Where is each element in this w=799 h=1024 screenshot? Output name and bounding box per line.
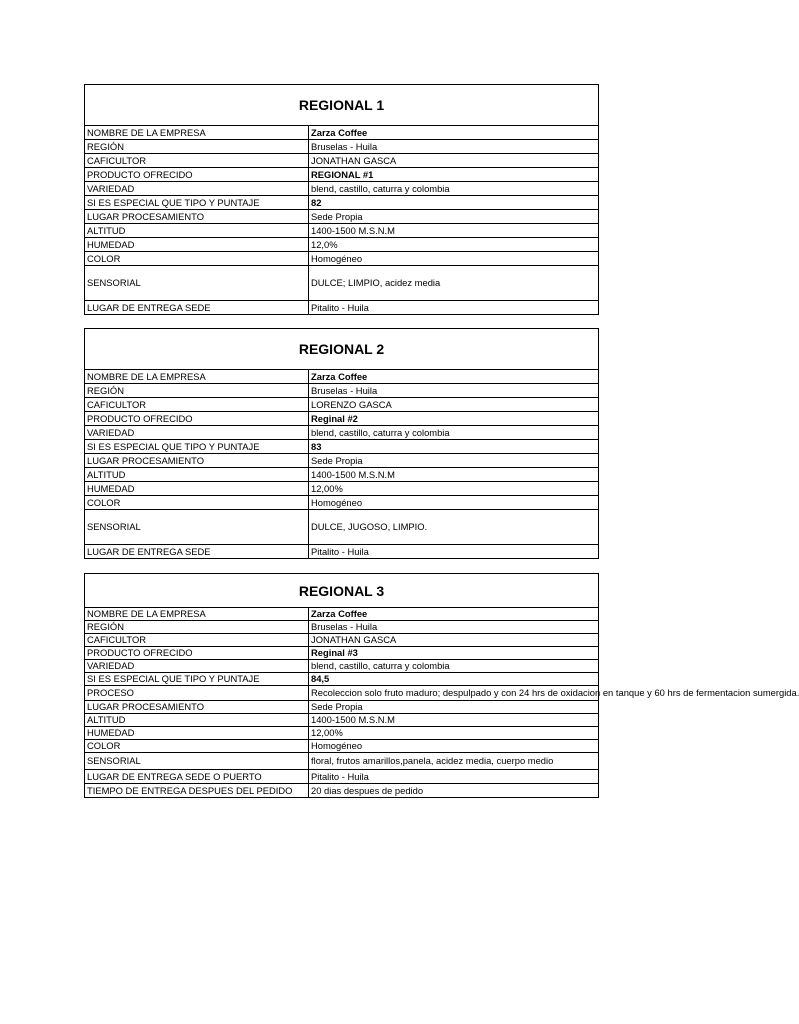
- table-row: [85, 168, 599, 182]
- regional-1-table: [84, 84, 598, 315]
- table-row: [85, 454, 599, 468]
- row-label: TIEMPO DE ENTREGA DESPUES DEL PEDIDO: [85, 784, 309, 798]
- table-row: [85, 714, 599, 727]
- row-value: Reginal #3: [309, 647, 599, 660]
- row-value: DULCE; LIMPIO, acidez media: [309, 266, 599, 301]
- row-label: SENSORIAL: [85, 266, 309, 301]
- table-row: [85, 686, 599, 701]
- row-value: Bruselas - Huila: [309, 621, 599, 634]
- row-label: PROCESO: [85, 686, 309, 701]
- table-row: [85, 784, 599, 798]
- row-label: COLOR: [85, 252, 309, 266]
- row-value: JONATHAN GASCA: [309, 154, 599, 168]
- row-label: VARIEDAD: [85, 660, 309, 673]
- row-label: SI ES ESPECIAL QUE TIPO Y PUNTAJE: [85, 196, 309, 210]
- row-label: REGIÓN: [85, 384, 309, 398]
- row-label: NOMBRE DE LA EMPRESA: [85, 608, 309, 621]
- table-row: [85, 770, 599, 784]
- row-value: 82: [309, 196, 599, 210]
- table-title: REGIONAL 3: [85, 574, 599, 608]
- row-value: 12,0%: [309, 238, 599, 252]
- row-value: Zarza Coffee: [309, 608, 599, 621]
- regional-2-table: [84, 328, 598, 559]
- table-row: [85, 238, 599, 252]
- table-row: [85, 196, 599, 210]
- row-value: Recoleccion solo fruto maduro; despulpado y con 24 hrs de oxidacion en tanque y 60 hrs de fermentacion sumergida.: [309, 686, 599, 701]
- table-row: [85, 468, 599, 482]
- table-row: [85, 440, 599, 454]
- row-value: Sede Propia: [309, 210, 599, 224]
- row-value: Homogéneo: [309, 496, 599, 510]
- row-value: Zarza Coffee: [309, 370, 599, 384]
- row-value: Pitalito - Huila: [309, 301, 599, 315]
- row-label: LUGAR PROCESAMIENTO: [85, 454, 309, 468]
- row-value: 1400-1500 M.S.N.M: [309, 714, 599, 727]
- table-row: [85, 384, 599, 398]
- row-label: COLOR: [85, 496, 309, 510]
- row-value: Pitalito - Huila: [309, 545, 599, 559]
- table-row: [85, 701, 599, 714]
- table-row: [85, 154, 599, 168]
- row-value: blend, castillo, caturra y colombia: [309, 182, 599, 196]
- row-label: NOMBRE DE LA EMPRESA: [85, 370, 309, 384]
- row-value: Zarza Coffee: [309, 126, 599, 140]
- row-label: HUMEDAD: [85, 727, 309, 740]
- row-value: 83: [309, 440, 599, 454]
- row-value: 12,00%: [309, 482, 599, 496]
- table-row: [85, 621, 599, 634]
- row-value: 84,5: [309, 673, 599, 686]
- row-value: JONATHAN GASCA: [309, 634, 599, 647]
- table-title: REGIONAL 1: [85, 85, 599, 126]
- row-value: blend, castillo, caturra y colombia: [309, 426, 599, 440]
- row-value: Bruselas - Huila: [309, 140, 599, 154]
- row-value: Reginal #2: [309, 412, 599, 426]
- row-label: COLOR: [85, 740, 309, 753]
- table-row: [85, 727, 599, 740]
- row-value: Homogéneo: [309, 252, 599, 266]
- row-label: LUGAR PROCESAMIENTO: [85, 701, 309, 714]
- row-value: 20 dias despues de pedido: [309, 784, 599, 798]
- row-value: 1400-1500 M.S.N.M: [309, 468, 599, 482]
- regional-3-table: [84, 573, 799, 798]
- row-label: LUGAR DE ENTREGA SEDE: [85, 301, 309, 315]
- row-value: blend, castillo, caturra y colombia: [309, 660, 599, 673]
- row-label: ALTITUD: [85, 468, 309, 482]
- table-row: [85, 370, 599, 384]
- row-value: Bruselas - Huila: [309, 384, 599, 398]
- row-label: LUGAR DE ENTREGA SEDE O PUERTO: [85, 770, 309, 784]
- row-label: SI ES ESPECIAL QUE TIPO Y PUNTAJE: [85, 673, 309, 686]
- table-row: [85, 210, 599, 224]
- row-label: SI ES ESPECIAL QUE TIPO Y PUNTAJE: [85, 440, 309, 454]
- table-row: [85, 660, 599, 673]
- row-value: Sede Propia: [309, 454, 599, 468]
- row-label: VARIEDAD: [85, 182, 309, 196]
- row-label: SENSORIAL: [85, 510, 309, 545]
- row-value: Sede Propia: [309, 701, 599, 714]
- table-title: REGIONAL 2: [85, 329, 599, 370]
- table-row: [85, 634, 599, 647]
- table-row: [85, 252, 599, 266]
- row-label: PRODUCTO OFRECIDO: [85, 412, 309, 426]
- table-row: [85, 182, 599, 196]
- row-label: ALTITUD: [85, 714, 309, 727]
- row-value: DULCE, JUGOSO, LIMPIO.: [309, 510, 599, 545]
- table-row: [85, 412, 599, 426]
- row-label: CAFICULTOR: [85, 398, 309, 412]
- row-label: CAFICULTOR: [85, 634, 309, 647]
- row-label: REGIÓN: [85, 140, 309, 154]
- row-value: REGIONAL #1: [309, 168, 599, 182]
- table-row: [85, 301, 599, 315]
- row-value: 1400-1500 M.S.N.M: [309, 224, 599, 238]
- table-row: [85, 482, 599, 496]
- row-label: ALTITUD: [85, 224, 309, 238]
- table-row: [85, 510, 599, 545]
- table-row: [85, 140, 599, 154]
- row-value: 12,00%: [309, 727, 599, 740]
- row-label: SENSORIAL: [85, 753, 309, 770]
- table-row: [85, 224, 599, 238]
- table-row: [85, 496, 599, 510]
- row-value: Pitalito - Huila: [309, 770, 599, 784]
- row-label: REGIÓN: [85, 621, 309, 634]
- table-row: [85, 398, 599, 412]
- table-row: [85, 426, 599, 440]
- table-row: [85, 545, 599, 559]
- row-label: LUGAR PROCESAMIENTO: [85, 210, 309, 224]
- row-label: LUGAR DE ENTREGA SEDE: [85, 545, 309, 559]
- table-row: [85, 266, 599, 301]
- table-row: [85, 673, 599, 686]
- table-row: [85, 753, 599, 770]
- table-row: [85, 647, 599, 660]
- row-value: floral, frutos amarillos,panela, acidez media, cuerpo medio: [309, 753, 599, 770]
- row-label: PRODUCTO OFRECIDO: [85, 168, 309, 182]
- row-label: CAFICULTOR: [85, 154, 309, 168]
- row-label: NOMBRE DE LA EMPRESA: [85, 126, 309, 140]
- row-label: PRODUCTO OFRECIDO: [85, 647, 309, 660]
- row-label: VARIEDAD: [85, 426, 309, 440]
- row-label: HUMEDAD: [85, 482, 309, 496]
- row-value: LORENZO GASCA: [309, 398, 599, 412]
- table-row: [85, 126, 599, 140]
- table-row: [85, 608, 599, 621]
- row-label: HUMEDAD: [85, 238, 309, 252]
- row-value: Homogéneo: [309, 740, 599, 753]
- table-row: [85, 740, 599, 753]
